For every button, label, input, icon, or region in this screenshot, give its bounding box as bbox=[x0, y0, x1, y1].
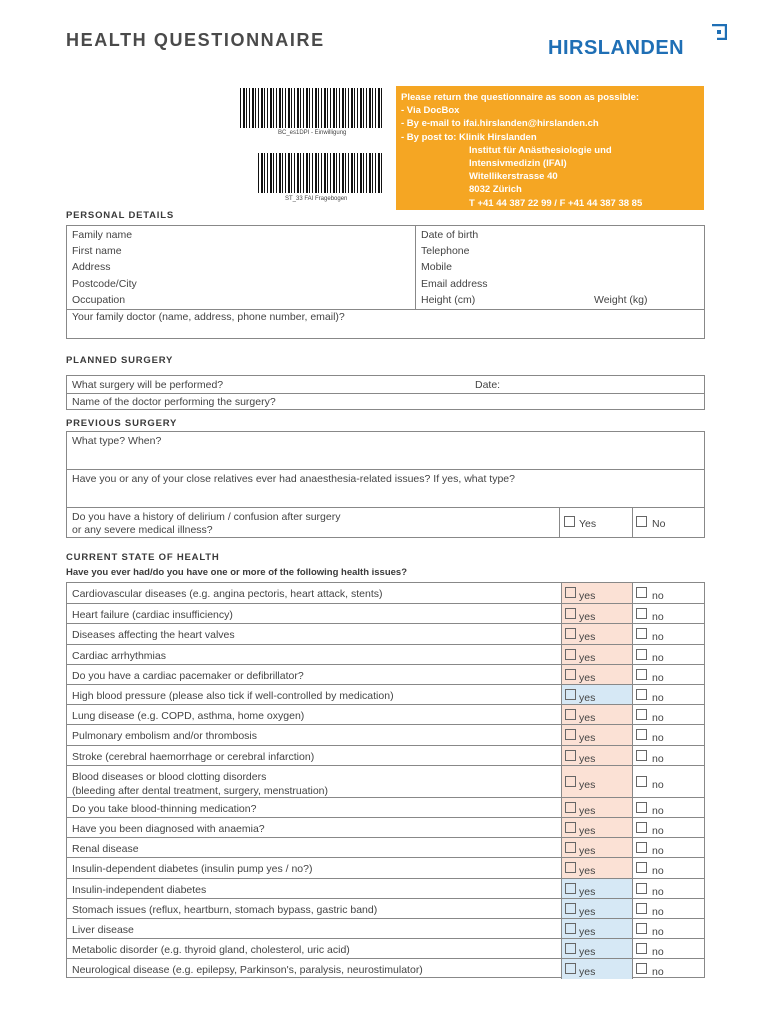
address-line: Intensivmedizin (IFAI) bbox=[469, 158, 567, 170]
yes-checkbox[interactable] bbox=[565, 689, 576, 700]
delirium-yes-checkbox[interactable] bbox=[564, 516, 575, 527]
health-question: Metabolic disorder (e.g. thyroid gland, cholesterol, uric acid) bbox=[72, 944, 350, 957]
no-label: no bbox=[652, 825, 664, 837]
health-row bbox=[67, 583, 705, 603]
delirium-yes-label: Yes bbox=[579, 518, 597, 530]
phone-fax: T +41 44 387 22 99 / F +41 44 387 38 85 bbox=[469, 197, 643, 209]
no-label: no bbox=[652, 804, 664, 817]
health-question: Insulin-dependent diabetes (insulin pump yes / no?) bbox=[72, 863, 313, 876]
health-row bbox=[67, 938, 705, 958]
no-checkbox[interactable] bbox=[636, 669, 647, 680]
yes-label: yes bbox=[579, 825, 596, 837]
no-label: no bbox=[652, 966, 664, 979]
previous-surgery-box bbox=[66, 431, 705, 538]
instruction-line: Please return the questionnaire as soon as possible: bbox=[401, 92, 640, 103]
planned-surgery-heading: PLANNED SURGERY bbox=[66, 355, 174, 366]
yes-label: yes bbox=[579, 865, 596, 878]
health-question: Do you have a cardiac pacemaker or defibrillator? bbox=[72, 669, 304, 682]
occupation-field[interactable]: Occupation bbox=[72, 294, 126, 306]
no-checkbox[interactable] bbox=[636, 689, 647, 700]
yes-label: yes bbox=[579, 752, 596, 765]
yes-label: yes bbox=[579, 804, 596, 817]
logo-mark-icon bbox=[711, 24, 727, 40]
health-row bbox=[67, 837, 705, 857]
yes-checkbox[interactable] bbox=[565, 822, 576, 833]
surgery-type-field[interactable]: What surgery will be performed? bbox=[72, 379, 224, 391]
no-checkbox[interactable] bbox=[636, 923, 647, 934]
planned-surgery-box bbox=[66, 375, 705, 410]
no-checkbox[interactable] bbox=[636, 709, 647, 720]
no-label: no bbox=[652, 651, 664, 664]
no-label: no bbox=[652, 671, 664, 684]
family-name-field[interactable]: Family name bbox=[72, 229, 133, 241]
yes-checkbox[interactable] bbox=[565, 802, 576, 813]
yes-label: yes bbox=[579, 845, 596, 858]
yes-checkbox[interactable] bbox=[565, 709, 576, 720]
height-field[interactable]: Height (cm) bbox=[421, 294, 476, 306]
yes-label: yes bbox=[579, 905, 596, 918]
yes-checkbox[interactable] bbox=[565, 608, 576, 619]
health-question: Liver disease bbox=[72, 924, 134, 936]
health-row bbox=[67, 857, 705, 877]
health-question: Diseases affecting the heart valves bbox=[72, 629, 235, 642]
anaesthesia-issues-field[interactable]: Have you or any of your close relatives ever had anaesthesia-related issues? If yes, what type? bbox=[72, 473, 515, 485]
health-row bbox=[67, 797, 705, 817]
health-row bbox=[67, 745, 705, 765]
previous-surgery-heading: PREVIOUS SURGERY bbox=[66, 418, 178, 429]
yes-label: yes bbox=[579, 778, 596, 791]
no-label: no bbox=[652, 752, 664, 765]
health-question: Neurological disease (e.g. epilepsy, Parkinson's, paralysis, neurostimulator) bbox=[72, 964, 423, 977]
yes-label: yes bbox=[579, 590, 596, 602]
no-label: no bbox=[652, 611, 664, 624]
yes-label: yes bbox=[579, 692, 596, 704]
no-label: no bbox=[652, 778, 664, 791]
health-question: High blood pressure (please also tick if well-controlled by medication) bbox=[72, 690, 394, 702]
email-field[interactable]: Email address bbox=[421, 278, 488, 290]
barcode-questionnaire-caption: ST_33 FAI Fragebogen bbox=[285, 196, 348, 202]
health-question: Have you been diagnosed with anaemia? bbox=[72, 823, 265, 835]
yes-checkbox[interactable] bbox=[565, 903, 576, 914]
no-checkbox[interactable] bbox=[636, 842, 647, 853]
health-question: Heart failure (cardiac insufficiency) bbox=[72, 609, 233, 622]
health-row bbox=[67, 704, 705, 724]
family-doctor-field[interactable]: Your family doctor (name, address, phone number, email)? bbox=[72, 311, 345, 323]
health-row bbox=[67, 918, 705, 938]
health-subheading: Have you ever had/do you have one or more of the following health issues? bbox=[66, 567, 408, 578]
weight-field[interactable]: Weight (kg) bbox=[594, 294, 648, 306]
health-question: Cardiovascular diseases (e.g. angina pectoris, heart attack, stents) bbox=[72, 588, 383, 600]
no-label: no bbox=[652, 865, 664, 878]
instruction-email: - By e-mail to ifai.hirslanden@hirslanden.ch bbox=[401, 118, 599, 130]
health-issues-table bbox=[66, 582, 705, 978]
no-label: no bbox=[652, 845, 664, 858]
barcode-questionnaire bbox=[258, 153, 384, 193]
health-row bbox=[67, 817, 705, 837]
surgery-date-field[interactable]: Date: bbox=[475, 379, 501, 391]
no-checkbox[interactable] bbox=[636, 943, 647, 954]
no-checkbox[interactable] bbox=[636, 649, 647, 660]
health-row bbox=[67, 603, 705, 623]
no-checkbox[interactable] bbox=[636, 802, 647, 813]
health-question: Lung disease (e.g. COPD, asthma, home oxygen) bbox=[72, 710, 305, 723]
logo-text: HIRSLANDEN bbox=[548, 37, 685, 59]
page-title: HEALTH QUESTIONNAIRE bbox=[66, 30, 325, 50]
no-checkbox[interactable] bbox=[636, 862, 647, 873]
no-label: no bbox=[652, 926, 664, 938]
no-checkbox[interactable] bbox=[636, 776, 647, 787]
yes-label: yes bbox=[579, 732, 596, 745]
yes-checkbox[interactable] bbox=[565, 776, 576, 787]
health-row bbox=[67, 958, 705, 978]
yes-checkbox[interactable] bbox=[565, 842, 576, 853]
yes-checkbox[interactable] bbox=[565, 628, 576, 639]
health-row bbox=[67, 898, 705, 918]
health-question: Stomach issues (reflux, heartburn, stomach bypass, gastric band) bbox=[72, 903, 378, 916]
no-checkbox[interactable] bbox=[636, 903, 647, 914]
health-row bbox=[67, 878, 705, 898]
no-checkbox[interactable] bbox=[636, 608, 647, 619]
health-question: Cardiac arrhythmias bbox=[72, 649, 166, 662]
delirium-no-checkbox[interactable] bbox=[636, 516, 647, 527]
date-of-birth-field[interactable]: Date of birth bbox=[421, 229, 479, 241]
no-checkbox[interactable] bbox=[636, 822, 647, 833]
no-checkbox[interactable] bbox=[636, 750, 647, 761]
instruction-line: - Via DocBox bbox=[401, 105, 460, 117]
no-label: no bbox=[652, 732, 664, 745]
no-label: no bbox=[652, 885, 664, 898]
health-row bbox=[67, 765, 705, 797]
no-label: no bbox=[652, 712, 664, 725]
health-question: Renal disease bbox=[72, 843, 139, 856]
yes-label: yes bbox=[579, 631, 596, 644]
telephone-field[interactable]: Telephone bbox=[421, 245, 470, 257]
health-question-line2: (bleeding after dental treatment, surgery, menstruation) bbox=[72, 784, 329, 797]
personal-details-heading: PERSONAL DETAILS bbox=[66, 210, 174, 221]
return-instructions-box bbox=[396, 86, 704, 210]
barcode-consent bbox=[240, 88, 384, 128]
health-row bbox=[67, 664, 705, 684]
health-heading: CURRENT STATE OF HEALTH bbox=[66, 552, 220, 563]
no-checkbox[interactable] bbox=[636, 628, 647, 639]
yes-label: yes bbox=[579, 712, 596, 725]
instruction-line: - By post to: Klinik Hirslanden bbox=[401, 131, 537, 143]
yes-label: yes bbox=[579, 885, 596, 898]
yes-checkbox[interactable] bbox=[565, 883, 576, 894]
yes-label: yes bbox=[579, 946, 596, 959]
yes-checkbox[interactable] bbox=[565, 862, 576, 873]
no-label: no bbox=[652, 692, 664, 704]
yes-checkbox[interactable] bbox=[565, 587, 576, 598]
address-line: Witellikerstrasse 40 bbox=[469, 171, 558, 183]
yes-label: yes bbox=[579, 651, 596, 664]
no-label: no bbox=[652, 590, 664, 602]
health-row bbox=[67, 623, 705, 643]
delirium-question-line1: Do you have a history of delirium / confusion after surgery bbox=[72, 511, 341, 523]
previous-surgery-type-field[interactable]: What type? When? bbox=[72, 435, 162, 447]
health-question: Do you take blood-thinning medication? bbox=[72, 802, 257, 815]
postcode-city-field[interactable]: Postcode/City bbox=[72, 278, 137, 290]
personal-details-box bbox=[66, 225, 705, 339]
no-checkbox[interactable] bbox=[636, 729, 647, 740]
health-question: Blood diseases or blood clotting disorders bbox=[72, 770, 267, 783]
yes-checkbox[interactable] bbox=[565, 649, 576, 660]
address-line: 8032 Zürich bbox=[469, 184, 522, 196]
delirium-no-label: No bbox=[652, 518, 666, 530]
health-question: Stroke (cerebral haemorrhage or cerebral infarction) bbox=[72, 750, 315, 763]
address-field[interactable]: Address bbox=[72, 261, 111, 273]
health-row bbox=[67, 684, 705, 704]
no-label: no bbox=[652, 946, 664, 959]
health-row bbox=[67, 644, 705, 664]
yes-checkbox[interactable] bbox=[565, 729, 576, 740]
yes-checkbox[interactable] bbox=[565, 943, 576, 954]
yes-label: yes bbox=[579, 966, 596, 979]
yes-checkbox[interactable] bbox=[565, 669, 576, 680]
no-checkbox[interactable] bbox=[636, 587, 647, 598]
health-question: Insulin-independent diabetes bbox=[72, 883, 207, 896]
first-name-field[interactable]: First name bbox=[72, 245, 122, 257]
address-line: Institut für Anästhesiologie und bbox=[469, 144, 612, 156]
no-checkbox[interactable] bbox=[636, 883, 647, 894]
yes-label: yes bbox=[579, 611, 596, 624]
mobile-field[interactable]: Mobile bbox=[421, 261, 452, 273]
yes-checkbox[interactable] bbox=[565, 963, 576, 974]
no-label: no bbox=[652, 631, 664, 644]
health-question: Pulmonary embolism and/or thrombosis bbox=[72, 730, 257, 743]
no-checkbox[interactable] bbox=[636, 963, 647, 974]
yes-label: yes bbox=[579, 671, 596, 684]
delirium-question-line2: or any severe medical illness? bbox=[72, 524, 213, 536]
health-row bbox=[67, 724, 705, 744]
barcode-consent-caption: BC_es1DPI - Einwilligung bbox=[278, 130, 347, 136]
yes-label: yes bbox=[579, 926, 596, 938]
yes-checkbox[interactable] bbox=[565, 750, 576, 761]
no-label: no bbox=[652, 905, 664, 918]
surgeon-name-field[interactable]: Name of the doctor performing the surgery? bbox=[72, 396, 276, 408]
yes-checkbox[interactable] bbox=[565, 923, 576, 934]
